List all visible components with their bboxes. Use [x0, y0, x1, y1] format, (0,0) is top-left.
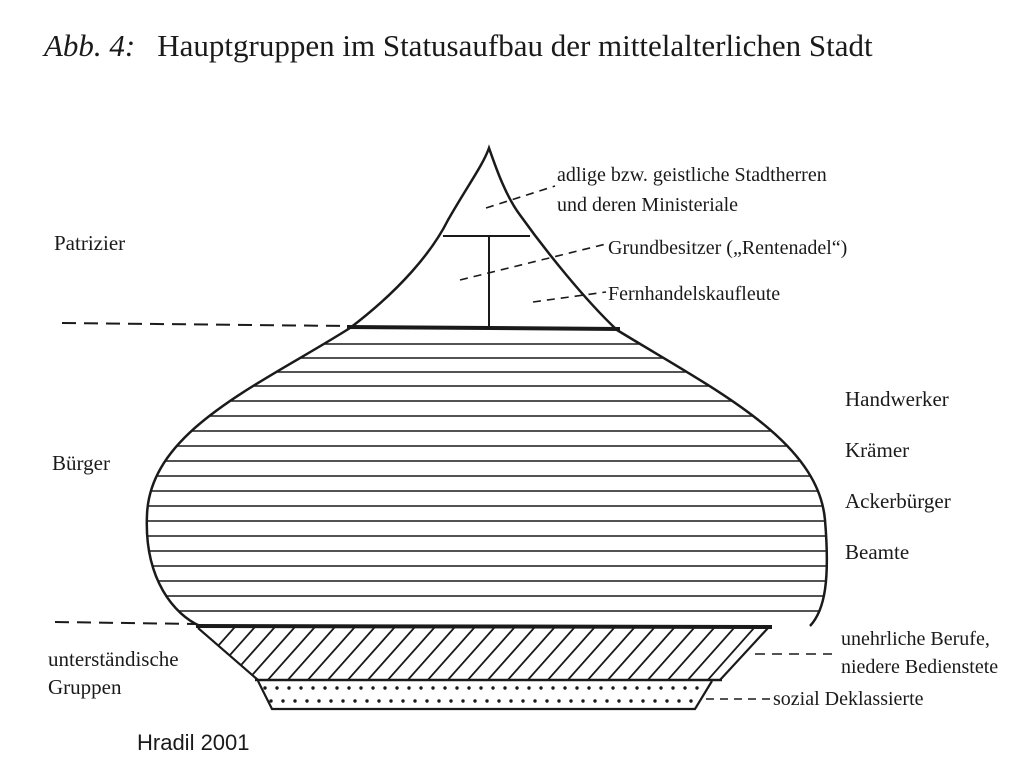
- patrizier-boundary-dash: [62, 323, 347, 326]
- group-label-unterstaendische-1: unterständische: [48, 647, 179, 671]
- buerger-boundary-dash: [55, 622, 196, 624]
- group-label-unterstaendische-2: Gruppen: [48, 675, 122, 699]
- label-stadtherren-line1: adlige bzw. geistliche Stadtherren: [557, 164, 827, 186]
- label-unehrlich-line1: unehrliche Berufe,: [841, 628, 990, 650]
- figure-caption: Hauptgruppen im Statusaufbau der mittelalterlichen Stadt: [157, 28, 873, 63]
- label-ackerbuerger: Ackerbürger: [845, 489, 951, 513]
- label-unehrlich-line2: niedere Bedienstete: [841, 656, 999, 678]
- label-fernhandel: Fernhandelskaufleute: [608, 283, 781, 305]
- group-label-patrizier: Patrizier: [54, 231, 126, 255]
- buerger-stripes: [100, 344, 900, 611]
- label-beamte: Beamte: [845, 540, 910, 564]
- figure-number: Abb. 4:: [44, 28, 136, 63]
- label-kraemer: Krämer: [845, 438, 910, 462]
- label-stadtherren-line2: und deren Ministeriale: [557, 194, 739, 216]
- dot-band-outline: [258, 681, 712, 709]
- leader-grundbesitzer: [460, 244, 606, 280]
- leader-fernhandel: [533, 292, 606, 302]
- dot-band: [263, 686, 710, 702]
- label-deklassiert: sozial Deklassierte: [773, 688, 924, 710]
- buerger-base-line: [196, 626, 772, 627]
- patrizier-base-line: [347, 327, 620, 329]
- hatch-band-outline: [198, 628, 768, 680]
- label-handwerker: Handwerker: [845, 387, 949, 411]
- leader-stadtherren: [486, 186, 555, 208]
- group-label-buerger: Bürger: [52, 451, 110, 475]
- label-grundbesitzer: Grundbesitzer („Rentenadel“): [608, 237, 848, 259]
- source-citation: Hradil 2001: [137, 730, 250, 755]
